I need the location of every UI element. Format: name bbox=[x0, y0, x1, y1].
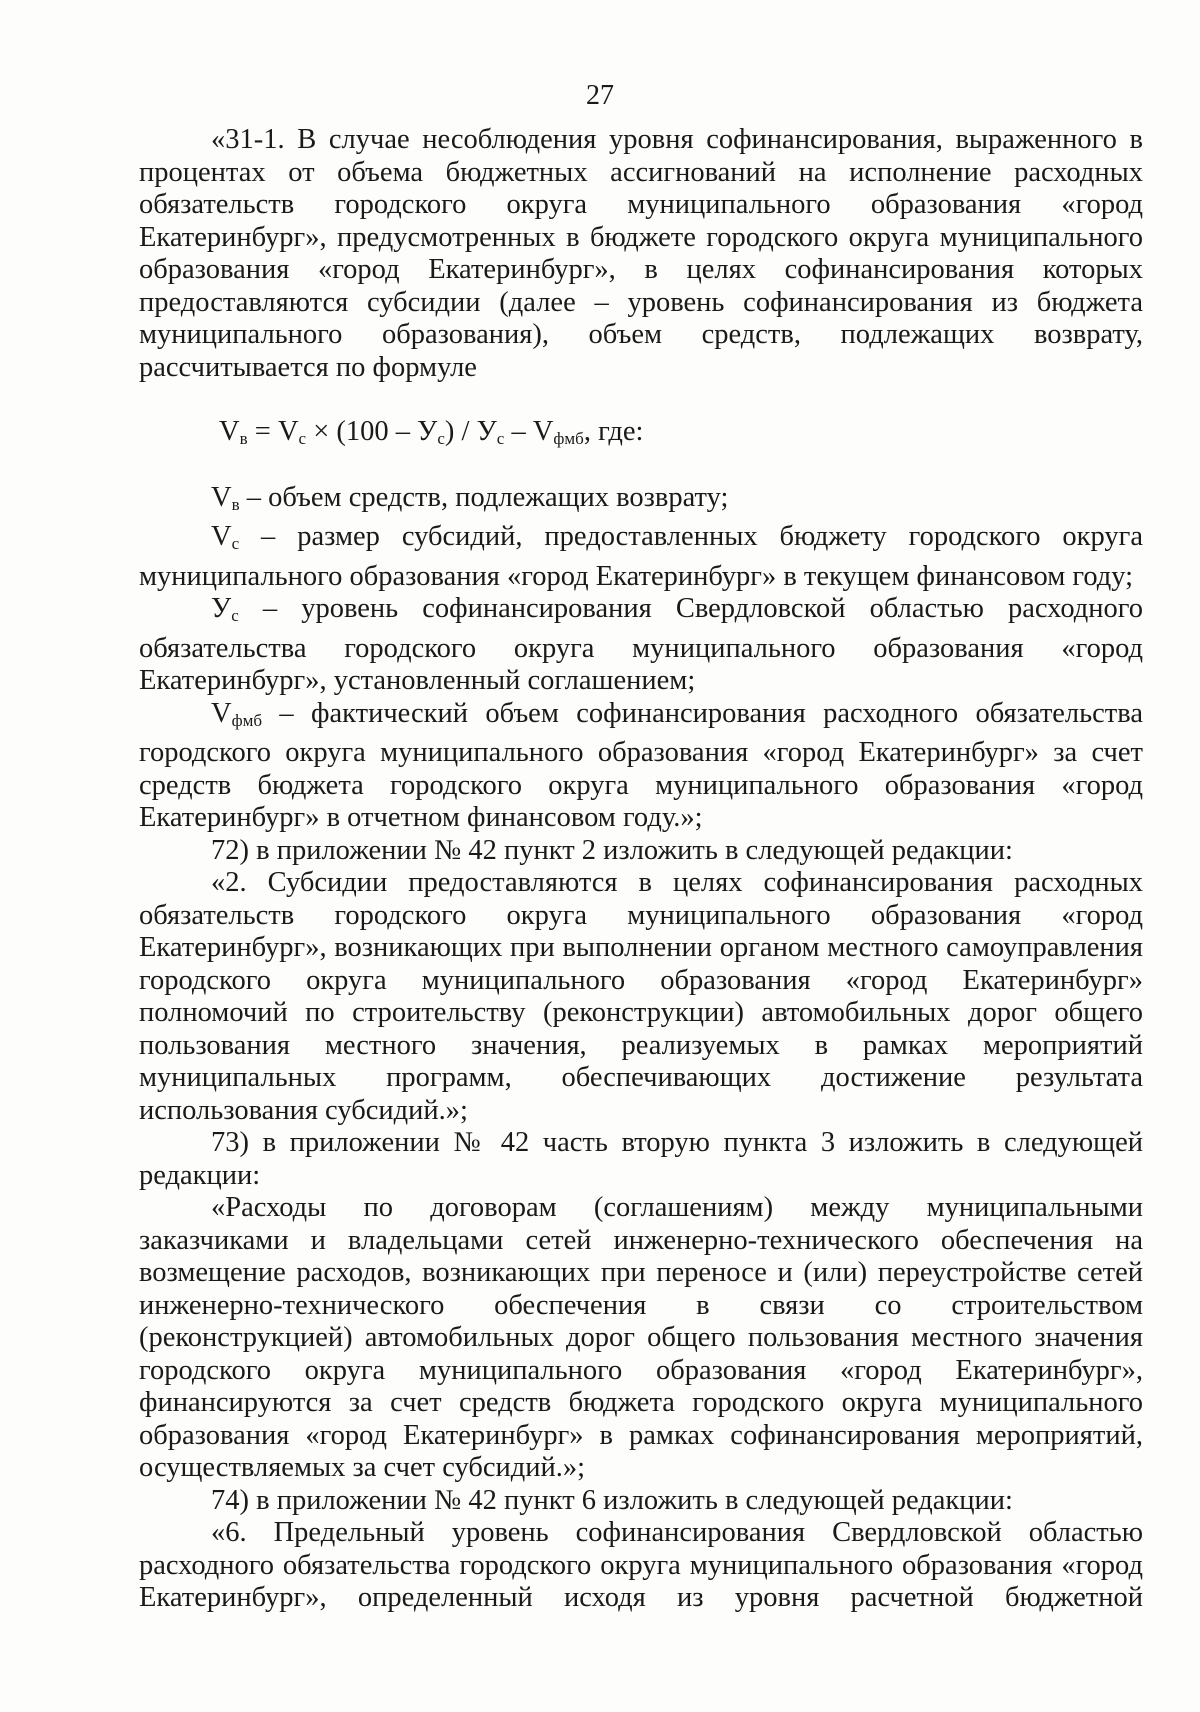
definition-uc: $У_с$ – уровень софинансирования Свердловской областью расходного обязательства городского округа муниципального образования «город Екатеринбург», установленный соглашением; bbox=[139, 593, 1143, 696]
item-74: 74) в приложении № 42 пункт 6 изложить в следующей редакции: bbox=[211, 1484, 1013, 1516]
page-number: 27 bbox=[586, 80, 614, 111]
document-body bbox=[139, 124, 1143, 1615]
item-74-text: «6. Предельный уровень софинансирования Свердловской областью расходного обязательства городского округа муниципального образования «город Екатеринбург», определенный исходя из уровня расчетной бюджетной bbox=[139, 1517, 1143, 1613]
definition-vv: $V_в$ – объем средств, подлежащих возврату; bbox=[211, 481, 729, 514]
item-73-text: «Расходы по договорам (соглашениям) между муниципальными заказчиками и владельцами сетей инженерно-технического обеспечения на возмещение расходов, возникающих при переносе и (или) переустройстве сетей инженерно-технического обеспечения в связи со строительством (реконструкцией) автомобильных дорог общего пользования местного значения городского округа муниципального образования «город Екатеринбург», финансируются за счет средств бюджета городского округа муниципального образования «город Екатеринбург» в рамках софинансирования мероприятий, осуществляемых за счет субсидий.»; bbox=[139, 1192, 1143, 1483]
formula: $V_в = V_с \times (100 - У_с) / У_с - V_{фмб}$, где: bbox=[219, 416, 644, 448]
paragraph-31-1: «31-1. В случае несоблюдения уровня софинансирования, выраженного в процентах от объема бюджетных ассигнований на исполнение расходных обязательств городского округа муниципального образования «город Екатеринбург», предусмотренных в бюджете городского округа муниципального образования «город Екатеринбург», в целях софинансирования которых предоставляются субсидии (далее – уровень софинансирования из бюджета муниципального образования), объем средств, подлежащих возврату, рассчитывается по формуле bbox=[139, 124, 1143, 383]
item-72-text: «2. Субсидии предоставляются в целях софинансирования расходных обязательств городского округа муниципального образования «город Екатеринбург», возникающих при выполнении органом местного самоуправления городского округа муниципального образования «город Екатеринбург» полномочий по строительству (реконструкции) автомобильных дорог общего пользования местного значения, реализуемых в рамках мероприятий муниципальных программ, обеспечивающих достижение результата использования субсидий.»; bbox=[139, 867, 1143, 1126]
item-73: 73) в приложении № 42 часть вторую пункта 3 изложить в следующей редакции: bbox=[139, 1127, 1143, 1191]
definition-vfmb: $V_{фмб}$ – фактический объем софинансирования расходного обязательства городского округа муниципального образования «город Екатеринбург» за счет средств бюджета городского округа муниципального образования «город Екатеринбург» в отчетном финансовом году.»; bbox=[139, 697, 1143, 833]
definition-vc: $V_с$ – размер субсидий, предоставленных бюджету городского округа муниципального образования «город Екатеринбург» в текущем финансовом году; bbox=[139, 521, 1143, 592]
item-72: 72) в приложении № 42 пункт 2 изложить в следующей редакции: bbox=[211, 834, 1013, 866]
